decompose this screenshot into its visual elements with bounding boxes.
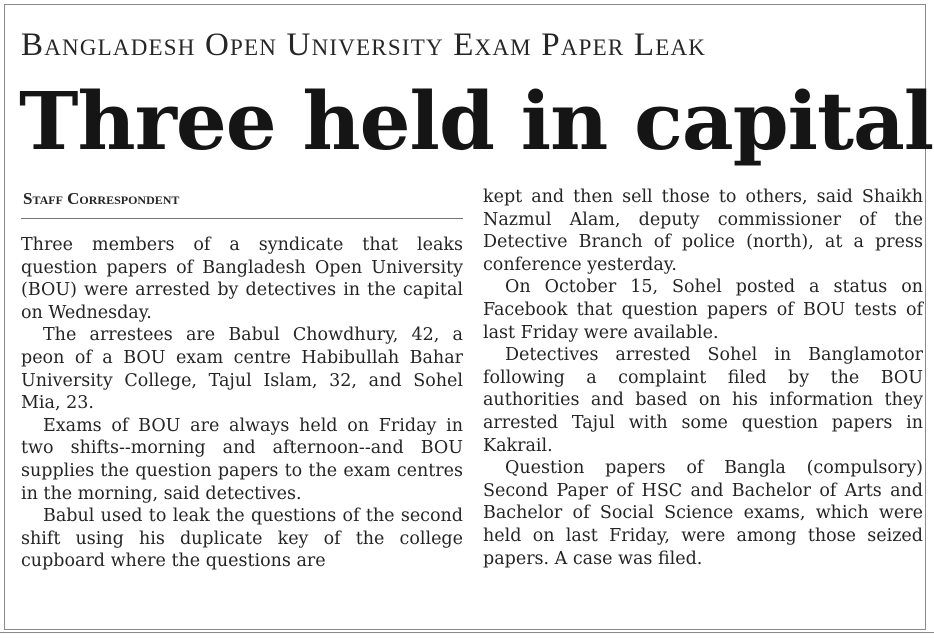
article-column-left bbox=[21, 234, 463, 573]
byline-divider bbox=[21, 218, 463, 219]
kicker-headline: Bangladesh Open University Exam Paper Leak bbox=[21, 27, 707, 63]
paragraph: kept and then sell those to others, said Shaikh Nazmul Alam, deputy commissioner of the Detective Branch of police (north), at a press conference yesterday. bbox=[483, 187, 923, 275]
paragraph: Question papers of Bangla (compulsory) Second Paper of HSC and Bachelor of Arts and Bachelor of Social Science exams, which were held on last Friday, were among those seized papers. A case was filed. bbox=[483, 458, 923, 569]
headline: Three held in capital bbox=[19, 74, 934, 168]
byline: Staff Correspondent bbox=[23, 189, 180, 208]
paragraph: On October 15, Sohel posted a status on Facebook that question papers of BOU tests of last Friday were available. bbox=[483, 277, 923, 343]
news-clipping bbox=[4, 4, 934, 630]
paragraph: Exams of BOU are always held on Friday in two shifts--morning and afternoon--and BOU supplies the question papers to the exam centres in the morning, said detectives. bbox=[21, 415, 463, 504]
paragraph: The arrestees are Babul Chowdhury, 42, a peon of a BOU exam centre Habibullah Bahar University College, Tajul Islam, 32, and Sohel Mia, 23. bbox=[21, 325, 463, 414]
paragraph: Detectives arrested Sohel in Banglamotor following a complaint filed by the BOU authorities and based on his information they arrested Tajul with some question papers in Kakrail. bbox=[483, 345, 923, 456]
article-column-right bbox=[483, 186, 923, 570]
paragraph: Three members of a syndicate that leaks question papers of Bangladesh Open University (BOU) were arrested by detectives in the capital on Wednesday. bbox=[21, 235, 463, 323]
paragraph: Babul used to leak the questions of the second shift using his duplicate key of the college cupboard where the questions are bbox=[21, 506, 463, 572]
bottom-divider bbox=[0, 632, 934, 633]
